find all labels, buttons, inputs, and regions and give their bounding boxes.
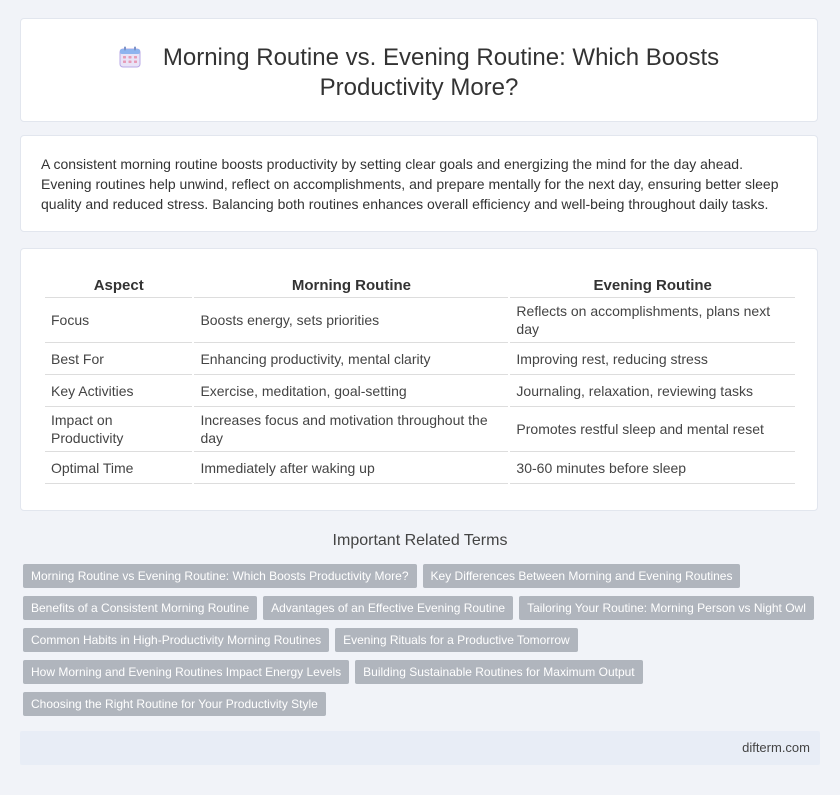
cell-morning: Enhancing productivity, mental clarity <box>194 343 508 375</box>
cell-aspect: Best For <box>45 343 192 375</box>
related-term-link[interactable]: Evening Rituals for a Productive Tomorrow <box>335 628 578 652</box>
related-term-link[interactable]: Building Sustainable Routines for Maximum Output <box>355 660 642 684</box>
cell-morning: Increases focus and motivation throughout the day <box>194 407 508 452</box>
table-row <box>45 298 795 343</box>
related-term-link[interactable]: Morning Routine vs Evening Routine: Which Boosts Productivity More? <box>23 564 417 588</box>
related-terms-title: Important Related Terms <box>332 532 508 549</box>
cell-morning: Immediately after waking up <box>194 452 508 484</box>
cell-evening: Journaling, relaxation, reviewing tasks <box>510 375 795 407</box>
header-aspect: Aspect <box>45 273 192 298</box>
related-term-link[interactable]: Common Habits in High-Productivity Morning Routines <box>23 628 329 652</box>
calendar-icon <box>119 46 141 68</box>
cell-morning: Exercise, meditation, goal-setting <box>194 375 508 407</box>
cell-aspect: Key Activities <box>45 375 192 407</box>
related-term-link[interactable]: Benefits of a Consistent Morning Routine <box>23 596 257 620</box>
header-card <box>20 18 818 122</box>
table-row <box>45 375 795 407</box>
comparison-table <box>43 273 797 484</box>
cell-evening: 30-60 minutes before sleep <box>510 452 795 484</box>
page-title <box>21 43 817 103</box>
related-term-link[interactable]: Choosing the Right Routine for Your Productivity Style <box>23 692 326 716</box>
cell-aspect: Focus <box>45 298 192 343</box>
cell-morning: Boosts energy, sets priorities <box>194 298 508 343</box>
table-row <box>45 343 795 375</box>
cell-evening: Promotes restful sleep and mental reset <box>510 407 795 452</box>
related-terms-list <box>23 564 823 724</box>
related-term-link[interactable]: How Morning and Evening Routines Impact Energy Levels <box>23 660 349 684</box>
table-row <box>45 407 795 452</box>
header-evening: Evening Routine <box>510 273 795 298</box>
table-row <box>45 452 795 484</box>
page-title-text: Morning Routine vs. Evening Routine: Which Boosts Productivity More? <box>162 44 720 101</box>
table-header-row <box>45 273 795 298</box>
header-morning: Morning Routine <box>194 273 508 298</box>
cell-evening: Improving rest, reducing stress <box>510 343 795 375</box>
cell-aspect: Impact on Productivity <box>45 407 192 452</box>
comparison-table-card <box>20 248 818 511</box>
footer-site-link[interactable]: difterm.com <box>742 740 810 755</box>
footer <box>20 731 820 765</box>
related-term-link[interactable]: Tailoring Your Routine: Morning Person vs Night Owl <box>519 596 814 620</box>
cell-aspect: Optimal Time <box>45 452 192 484</box>
related-term-link[interactable]: Advantages of an Effective Evening Routine <box>263 596 513 620</box>
cell-evening: Reflects on accomplishments, plans next day <box>510 298 795 343</box>
related-term-link[interactable]: Key Differences Between Morning and Evening Routines <box>423 564 741 588</box>
intro-paragraph: A consistent morning routine boosts productivity by setting clear goals and energizing the mind for the day ahead. Evening routines help unwind, reflect on accomplishments, and prepare mentally for the next day, ensuring better sleep quality and reduced stress. Balancing both routines enhances overall efficiency and well-being throughout daily tasks. <box>41 156 779 212</box>
intro-card <box>20 135 818 232</box>
